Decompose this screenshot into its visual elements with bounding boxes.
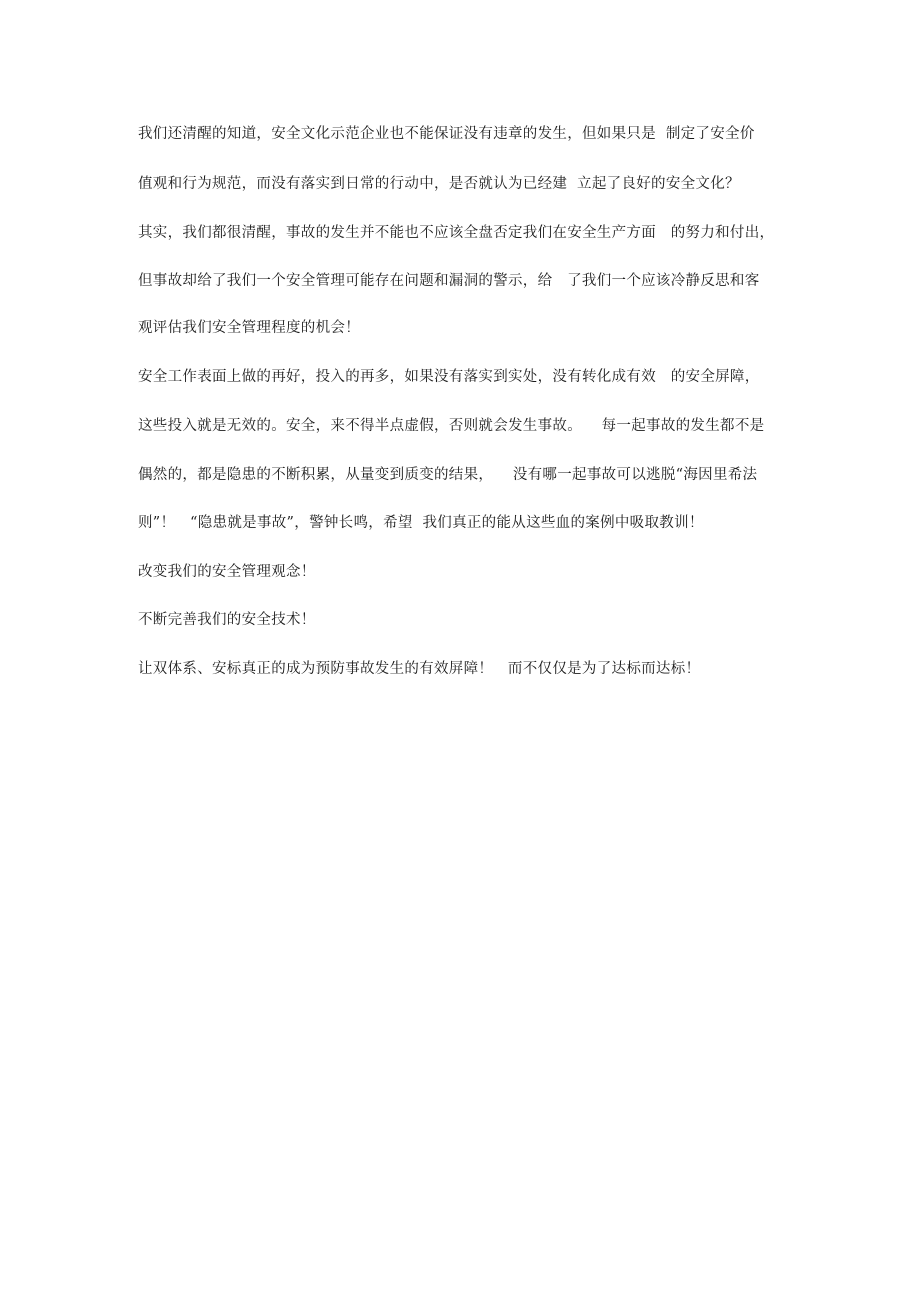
text-line-1: 我们还清醒的知道，安全文化示范企业也不能保证没有违章的发生，但如果只是 制定了安全价 — [138, 126, 755, 142]
text-line-9: 则”！ “隐患就是事故”，警钟长鸣，希望 我们真正的能从这些血的案例中吸取教训！ — [138, 515, 704, 531]
text-line-2: 值观和行为规范，而没有落实到日常的行动中，是否就认为已经建 立起了良好的安全文化？ — [138, 176, 740, 192]
text-line-8: 偶然的，都是隐患的不断积累，从量变到质变的结果， 没有哪一起事故可以逃脱“海因里希法 — [138, 467, 758, 483]
text-line-4: 但事故却给了我们一个安全管理可能存在问题和漏洞的警示，给 了我们一个应该冷静反思和客 — [138, 273, 760, 289]
text-line-10: 改变我们的安全管理观念！ — [138, 564, 316, 580]
text-line-12: 让双体系、安标真正的成为预防事故发生的有效屏障！ 而不仅仅是为了达标而达标！ — [138, 661, 701, 677]
text-line-11: 不断完善我们的安全技术！ — [138, 612, 316, 628]
text-line-6: 安全工作表面上做的再好，投入的再多，如果没有落实到实处，没有转化成有效 的安全屏障， — [138, 369, 760, 385]
text-line-7: 这些投入就是无效的。安全，来不得半点虚假，否则就会发生事故。 每一起事故的发生都不是 — [138, 418, 765, 434]
text-line-3: 其实，我们都很清醒，事故的发生并不能也不应该全盘否定我们在安全生产方面 的努力和付出， — [138, 225, 775, 241]
text-line-5: 观评估我们安全管理程度的机会！ — [138, 320, 360, 336]
